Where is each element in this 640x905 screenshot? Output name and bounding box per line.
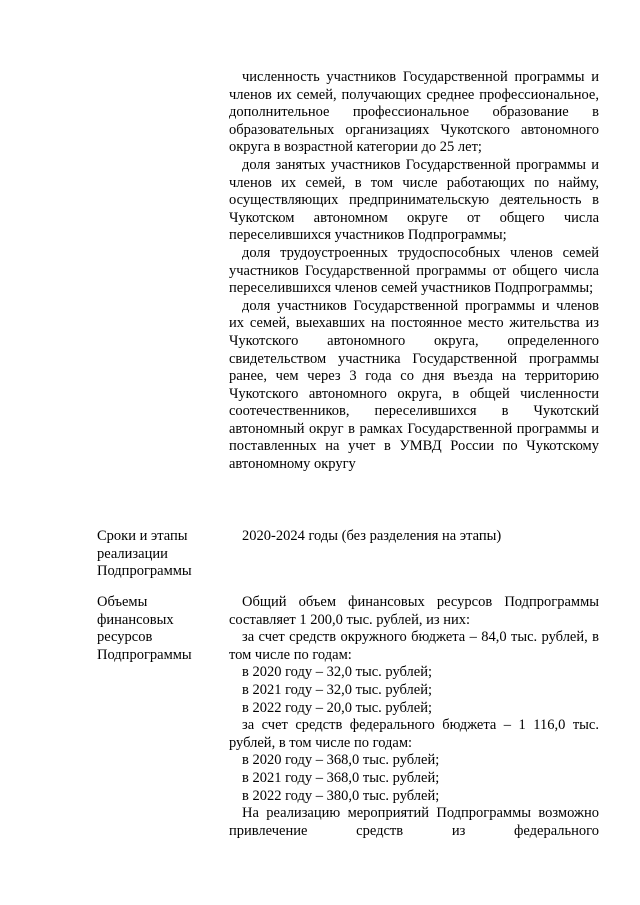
finance-label-line: финансовых (97, 611, 174, 628)
indicators-content (229, 69, 599, 474)
terms-label-line: реализации (97, 545, 168, 562)
finance-paragraph-4: в 2021 году – 32,0 тыс. рублей; (242, 681, 433, 698)
finance-paragraph-10: На реализацию мероприятий Подпрограммы возможно привлечение средств из федерального (229, 805, 599, 839)
finance-paragraph-3: в 2020 году – 32,0 тыс. рублей; (242, 664, 433, 681)
finance-label (97, 594, 222, 664)
indicator-paragraph-4: доля участников Государственной программы и членов их семей, выехавших на постоянное место жительства из Чукотского автономного округа, определенного свидетельством участника Государственной программы ранее, чем через 3 года со дня въезда на территорию Чукотского автономного округа, в общей численности соотечественников, переселившихся в Чукотский автономный округ в рамках Государственной программы и поставленных на учет в УМВД России по Чукотскому автономному округу (229, 297, 599, 473)
finance-paragraph-5: в 2022 году – 20,0 тыс. рублей; (242, 699, 433, 716)
finance-paragraph-9: в 2022 году – 380,0 тыс. рублей; (242, 787, 440, 804)
indicator-paragraph-3: доля трудоустроенных трудоспособных членов семей участников Государственной программы от общего числа переселившихся членов семей участников Подпрограммы; (229, 244, 599, 297)
terms-label-line: Сроки и этапы (97, 528, 188, 544)
finance-paragraph-8: в 2021 году – 368,0 тыс. рублей; (242, 769, 440, 786)
finance-paragraph-2: за счет средств окружного бюджета – 84,0 тыс. рублей, в том числе по годам: (229, 629, 599, 663)
finance-label-line: ресурсов (97, 629, 153, 646)
finance-paragraph-1: Общий объем финансовых ресурсов Подпрограммы составляет 1 200,0 тыс. рублей, из них: (229, 594, 599, 628)
terms-content (229, 528, 599, 546)
terms-value: 2020-2024 годы (без разделения на этапы) (242, 528, 502, 544)
finance-paragraph-6: за счет средств федерального бюджета – 1 116,0 тыс. рублей, в том числе по годам: (229, 717, 599, 751)
indicator-paragraph-1: численность участников Государственной программы и членов их семей, получающих среднее профессиональное, дополнительное профессиональное образование в образовательных организациях Чукотского автономного округа в возрастной категории до 25 лет; (229, 69, 599, 156)
terms-label (97, 528, 222, 581)
finance-content (229, 594, 599, 840)
finance-label-line: Объемы (97, 594, 148, 610)
finance-paragraph-7: в 2020 году – 368,0 тыс. рублей; (242, 752, 440, 769)
terms-label-line: Подпрограммы (97, 563, 192, 580)
indicator-paragraph-2: доля занятых участников Государственной программы и членов их семей, в том числе работающих по найму, осуществляющих предпринимательскую деятельность в Чукотском автономном округе от общего числа переселившихся участников Подпрограммы; (229, 156, 599, 244)
finance-label-line: Подпрограммы (97, 646, 192, 663)
